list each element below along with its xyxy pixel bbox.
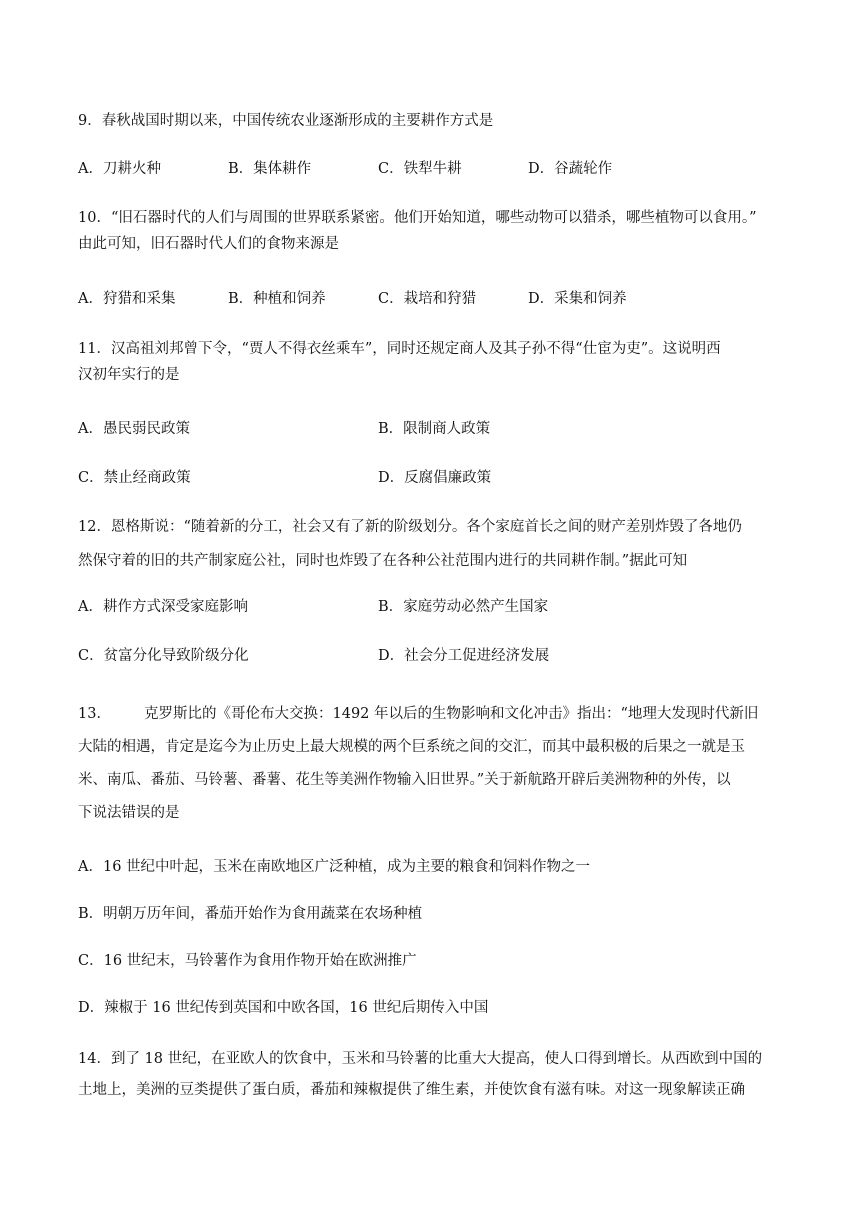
option-b[interactable]: B．明朝万历年间，番茄开始作为食用蔬菜在农场种植 xyxy=(78,906,423,922)
question-stem-line: 到了 18 世纪，在亚欧人的饮食中，玉米和马铃薯的比重大大提高，使人口得到增长。从西欧到中国的 xyxy=(110,1051,763,1067)
option-c[interactable]: C．16 世纪末，马铃薯作为食用作物开始在欧洲推广 xyxy=(78,953,417,969)
option-b[interactable]: B．集体耕作 xyxy=(228,161,312,177)
option-c[interactable]: C．栽培和狩猎 xyxy=(378,291,477,307)
question-stem-line: 大陆的相遇，肯定是迄今为止历史上最大规模的两个巨系统之间的交汇，而其中最积极的后果之一就是玉 xyxy=(78,739,745,755)
question-number: 9． xyxy=(78,113,102,129)
option-d[interactable]: D．反腐倡廉政策 xyxy=(378,470,492,486)
option-a[interactable]: A．狩猎和采集 xyxy=(78,291,176,307)
option-d[interactable]: D．谷蔬轮作 xyxy=(528,161,613,177)
question-10 xyxy=(78,205,798,257)
question-stem-line: 恩格斯说：“随着新的分工，社会又有了新的阶级划分。各个家庭首长之间的财产差别炸毁了各地仍 xyxy=(110,519,742,535)
question-stem-line: 汉初年实行的是 xyxy=(78,367,180,383)
option-c[interactable]: C．铁犁牛耕 xyxy=(378,161,462,177)
option-d[interactable]: D．辣椒于 16 世纪传到英国和中欧各国，16 世纪后期传入中国 xyxy=(78,1000,489,1016)
question-stem-line: 下说法错误的是 xyxy=(78,805,180,821)
question-number: 10． xyxy=(78,210,111,226)
option-a[interactable]: A．刀耕火种 xyxy=(78,161,161,177)
option-c[interactable]: C．贫富分化导致阶级分化 xyxy=(78,648,249,664)
question-12 xyxy=(78,514,798,574)
option-d[interactable]: D．采集和饲养 xyxy=(528,291,627,307)
question-11 xyxy=(78,336,798,388)
option-a[interactable]: A．耕作方式深受家庭影响 xyxy=(78,599,248,615)
question-stem-line: 春秋战国时期以来，中国传统农业逐渐形成的主要耕作方式是 xyxy=(101,113,494,129)
option-c[interactable]: C．禁止经商政策 xyxy=(78,470,191,486)
question-stem-line: 米、南瓜、番茄、马铃薯、番薯、花生等美洲作物输入旧世界。”关于新航路开辟后美洲物种的外传，以 xyxy=(78,772,731,788)
question-13 xyxy=(78,698,798,830)
question-stem-line: 汉高祖刘邦曾下令，“贾人不得衣丝乘车”，同时还规定商人及其子孙不得“仕宦为吏”。这说明西 xyxy=(110,341,721,357)
question-9 xyxy=(78,108,798,134)
question-number: 12． xyxy=(78,519,111,535)
question-stem-line: “旧石器时代的人们与周围的世界联系紧密。他们开始知道，哪些动物可以猎杀，哪些植物可以食用。” xyxy=(110,210,757,226)
question-number: 13． xyxy=(78,706,111,722)
question-number: 14． xyxy=(78,1051,111,1067)
question-stem-line: 土地上，美洲的豆类提供了蛋白质，番茄和辣椒提供了维生素，并使饮食有滋有味。对这一现象解读正确 xyxy=(78,1082,745,1098)
option-a[interactable]: A．愚民弱民政策 xyxy=(78,421,190,437)
option-b[interactable]: B．限制商人政策 xyxy=(378,421,491,437)
option-a[interactable]: A．16 世纪中叶起，玉米在南欧地区广泛种植，成为主要的粮食和饲料作物之一 xyxy=(78,859,591,875)
option-b[interactable]: B．种植和饲养 xyxy=(228,291,326,307)
question-stem-line: 克罗斯比的《哥伦布大交换：1492 年以后的生物影响和文化冲击》指出：“地理大发现时代新旧 xyxy=(144,706,759,722)
question-number: 11． xyxy=(78,341,111,357)
question-stem-line: 由此可知，旧石器时代人们的食物来源是 xyxy=(78,236,339,252)
option-b[interactable]: B．家庭劳动必然产生国家 xyxy=(378,599,549,615)
question-stem-line: 然保守着的旧的共产制家庭公社，同时也炸毁了在各种公社范围内进行的共同耕作制。”据此可知 xyxy=(78,553,688,569)
option-d[interactable]: D．社会分工促进经济发展 xyxy=(378,648,550,664)
question-14 xyxy=(78,1044,798,1106)
